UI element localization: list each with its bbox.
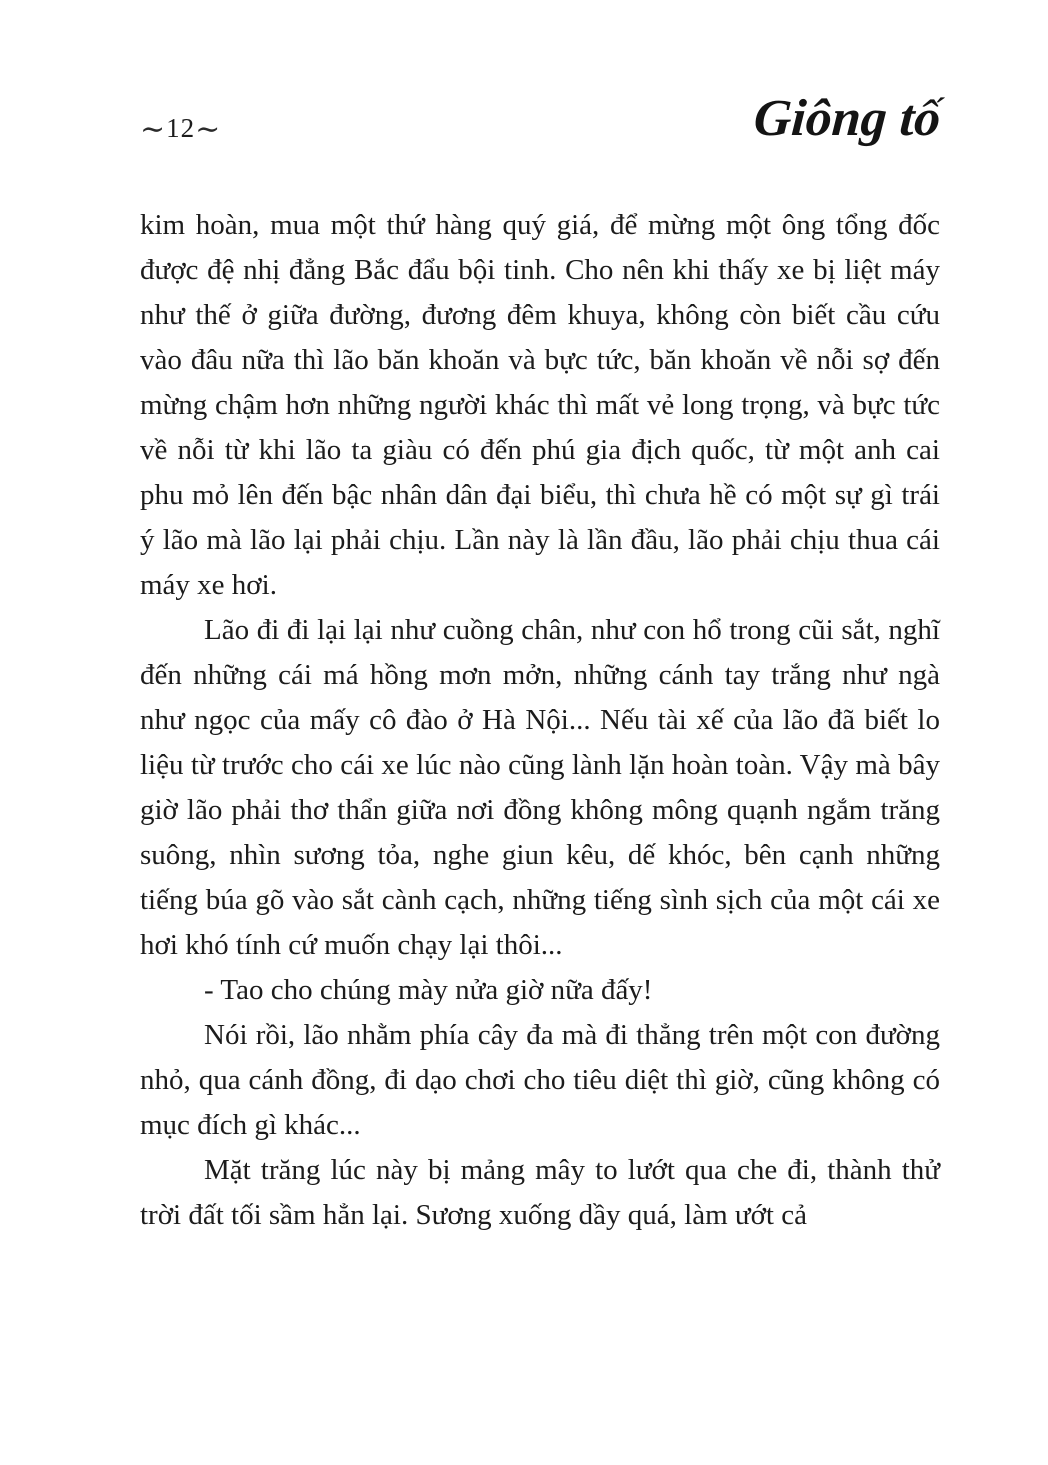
page-number [140, 92, 221, 145]
page-header [140, 90, 943, 147]
page-number-value: 12 [166, 113, 196, 143]
book-title: Giông tố [751, 90, 943, 147]
page-body [140, 203, 940, 1238]
paragraph-continuation: kim hoàn, mua một thứ hàng quý giá, để mừng một ông tổng đốc được đệ nhị đẳng Bắc đẩu bội tinh. Cho nên khi thấy xe bị liệt máy như thế ở giữa đường, đương đêm khuya, không còn biết cầu cứu vào đâu nữa thì lão băn khoăn và bực tức, băn khoăn về nỗi sợ đến mừng chậm hơn những người khác thì mất vẻ long trọng, và bực tức về nỗi từ khi lão ta giàu có đến phú gia địch quốc, từ một anh cai phu mỏ lên đến bậc nhân dân đại biểu, thì chưa hề có một sự gì trái ý lão mà lão lại phải chịu. Lần này là lần đầu, lão phải chịu thua cái máy xe hơi. [140, 209, 940, 601]
paragraph-dialogue: - Tao cho chúng mày nửa giờ nữa đấy! [204, 974, 653, 1006]
page-number-ornament-left: ∼ [140, 113, 167, 146]
paragraph: Mặt trăng lúc này bị mảng mây to lướt qua che đi, thành thử trời đất tối sầm hẳn lại. Sương xuống dầy quá, làm ướt cả [140, 1154, 940, 1231]
paragraph: Lão đi đi lại lại như cuồng chân, như con hổ trong cũi sắt, nghĩ đến những cái má hồng mơn mởn, những cánh tay trắng như ngà như ngọc của mấy cô đào ở Hà Nội... Nếu tài xế của lão đã biết lo liệu từ trước cho cái xe lúc nào cũng lành lặn hoàn toàn. Vậy mà bây giờ lão phải thơ thẩn giữa nơi đồng không mông quạnh ngắm trăng suông, nhìn sương tỏa, nghe giun kêu, dế khóc, bên cạnh những tiếng búa gõ vào sắt cành cạch, những tiếng sình sịch của một cái xe hơi khó tính cứ muốn chạy lại thôi... [140, 614, 940, 961]
page-number-ornament-right: ∼ [195, 113, 222, 146]
paragraph: Nói rồi, lão nhằm phía cây đa mà đi thẳng trên một con đường nhỏ, qua cánh đồng, đi dạo chơi cho tiêu diệt thì giờ, cũng không có mục đích gì khác... [140, 1019, 940, 1141]
